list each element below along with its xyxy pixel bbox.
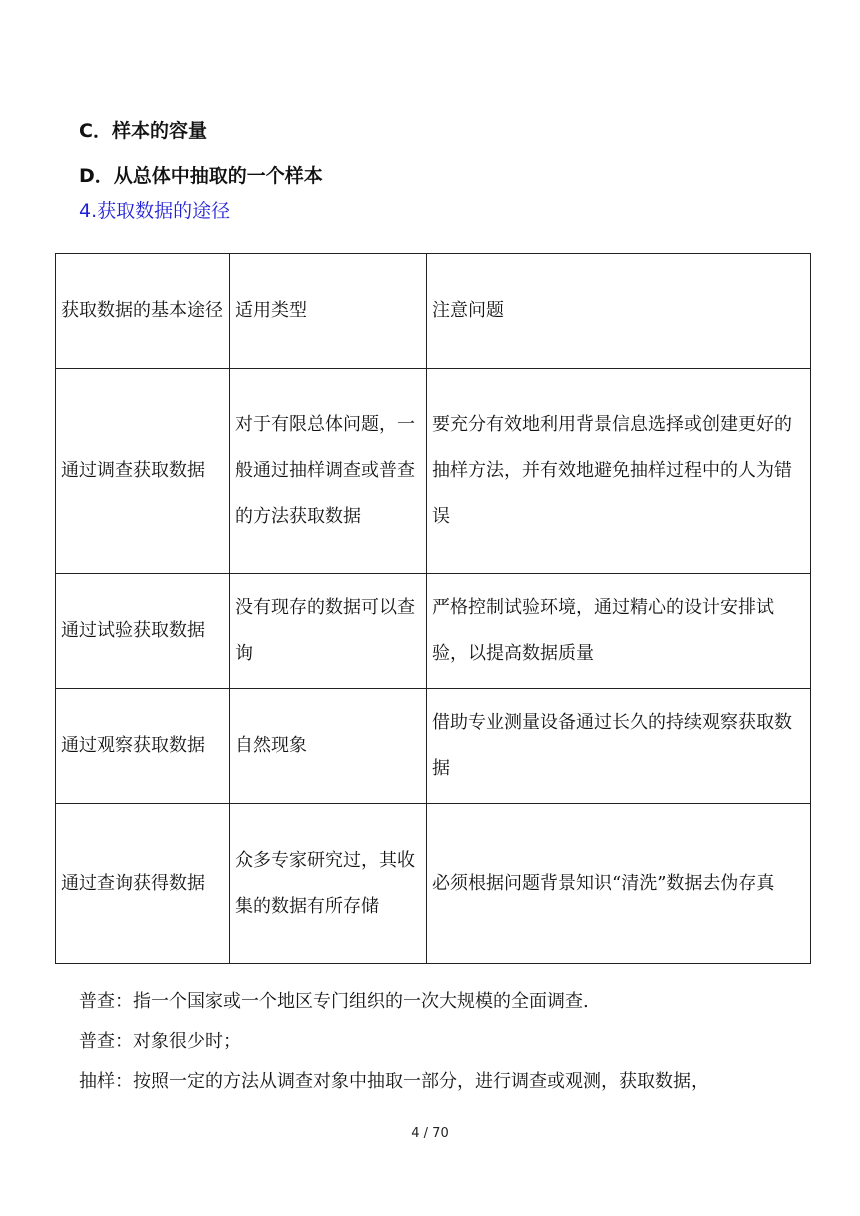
table-row <box>56 574 811 689</box>
header-cell-type: 适用类型 <box>230 254 427 369</box>
table-cell: 自然现象 <box>230 689 427 804</box>
section-heading: 4.获取数据的途径 <box>79 200 231 222</box>
option-c: C．样本的容量 <box>79 120 207 142</box>
table-row <box>56 369 811 574</box>
table-cell: 借助专业测量设备通过长久的持续观察获取数据 <box>427 689 811 804</box>
table-header-row <box>56 254 811 369</box>
page-number: 4 / 70 <box>411 1126 449 1141</box>
table-cell: 对于有限总体问题，一般通过抽样调查或普查的方法获取数据 <box>230 369 427 574</box>
header-cell-notes: 注意问题 <box>427 254 811 369</box>
paragraph-sampling: 抽样：按照一定的方法从调查对象中抽取一部分，进行调查或观测，获取数据， <box>79 1071 709 1092</box>
paragraph-census-definition: 普查：指一个国家或一个地区专门组织的一次大规模的全面调查. <box>79 991 589 1012</box>
table-cell: 众多专家研究过，其收集的数据有所存储 <box>230 804 427 964</box>
table-cell: 严格控制试验环境，通过精心的设计安排试验，以提高数据质量 <box>427 574 811 689</box>
table-cell: 必须根据问题背景知识“清洗”数据去伪存真 <box>427 804 811 964</box>
table-cell: 要充分有效地利用背景信息选择或创建更好的抽样方法，并有效地避免抽样过程中的人为错误 <box>427 369 811 574</box>
table-cell: 没有现存的数据可以查询 <box>230 574 427 689</box>
table-row <box>56 804 811 964</box>
table-cell: 通过试验获取数据 <box>56 574 230 689</box>
data-acquisition-table <box>55 253 811 964</box>
table-cell: 通过调查获取数据 <box>56 369 230 574</box>
header-cell-method: 获取数据的基本途径 <box>56 254 230 369</box>
table-row <box>56 689 811 804</box>
paragraph-census-usage: 普查：对象很少时； <box>79 1031 241 1052</box>
table-cell: 通过观察获取数据 <box>56 689 230 804</box>
table-cell: 通过查询获得数据 <box>56 804 230 964</box>
option-d: D．从总体中抽取的一个样本 <box>79 165 323 187</box>
